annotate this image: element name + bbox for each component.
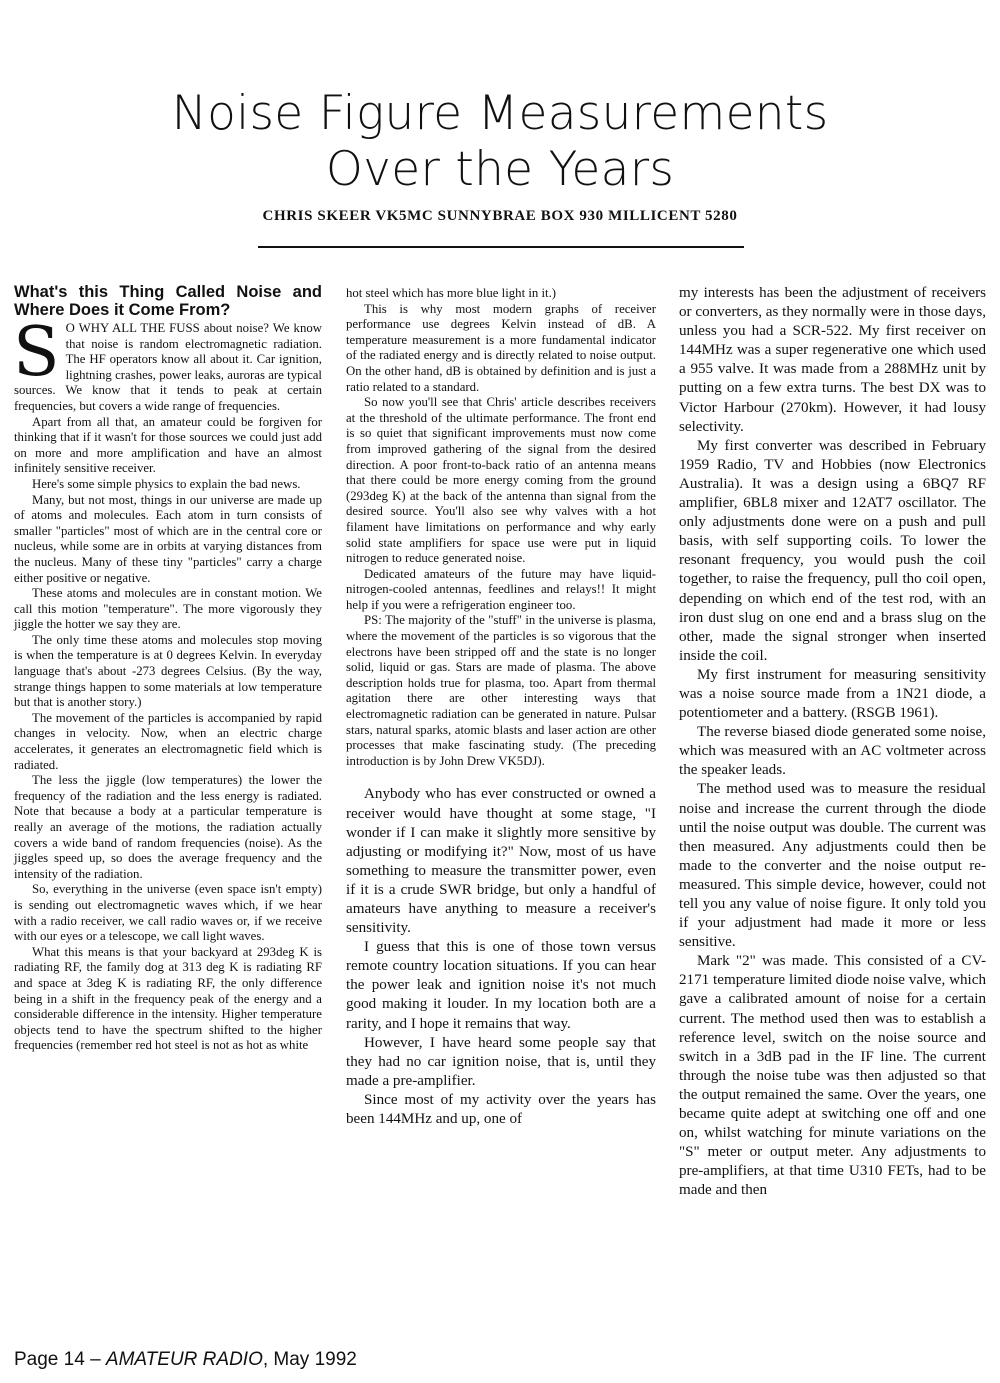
paragraph: Mark "2" was made. This consisted of a CV-2171 temperature limited diode noise valve, which gave a calibrated amount of noise for a certain current. The method used then was to establish a reference level, switch on the noise source and switch in a 3dB pad in the IF line. The current through the noise tube was then adjusted so that the output remained the same. Over the years, one became quite adept at switching one off and one on, whilst watching for minute variations on the "S" meter or output meter. Any adjustments to pre-amplifiers, at that time U310 FETs, had to be made and then bbox=[679, 953, 986, 1199]
page-footer bbox=[14, 1349, 357, 1371]
paragraph: Here's some simple physics to explain the bad news. bbox=[32, 476, 301, 491]
footer-page: Page 14 – bbox=[14, 1349, 106, 1370]
paragraph: So, everything in the universe (even space isn't empty) is sending out electromagnetic waves which, if we hear with a radio receiver, we call radio waves or, if we receive with our eyes or a telescope, we call light waves. bbox=[14, 882, 322, 944]
paragraph: These atoms and molecules are in constant motion. We call this motion "temperature". The more vigorously they jiggle the hotter we say they are. bbox=[14, 586, 322, 632]
paragraph: Apart from all that, an amateur could be forgiven for thinking that if it wasn't for those sources we could just add on more and more amplification and have an almost infinitely sensitive receiver. bbox=[14, 414, 322, 476]
paragraph: My first instrument for measuring sensitivity was a noise source made from a 1N21 diode, a potentiometer and a battery. (RSGB 1961). bbox=[679, 666, 986, 722]
paragraph: I guess that this is one of those town versus remote country location situations. If you can hear the power leak and ignition noise it's not much good making it louder. In my location both are a rarity, and I hope it remains that way. bbox=[346, 939, 656, 1032]
footer-magazine: AMATEUR RADIO bbox=[105, 1349, 263, 1370]
footer-date: , May 1992 bbox=[262, 1349, 357, 1370]
paragraph: The only time these atoms and molecules stop moving is when the temperature is at 0 degrees Kelvin. In everyday language that's about -273 degrees Celsius. (By the way, strange things happen to some materials at low temperature but that is another story.) bbox=[14, 632, 322, 710]
paragraph: Dedicated amateurs of the future may have liquid-nitrogen-cooled antennas, feedlines and relays!! It might help if you were a refrigeration engineer too. bbox=[346, 566, 656, 612]
paragraph: O WHY ALL THE FUSS about noise? We know that noise is random electromagnetic radiation. The HF operators know all about it. Car ignition, lightning crashes, power leaks, auroras are typical sources. We know that it tends to peak at certain frequencies, but covers a wide range of frequencies. bbox=[14, 321, 322, 413]
paragraph: The less the jiggle (low temperatures) the lower the frequency of the radiation and the less energy is radiated. Note that because a body at a particular temperature is really an average of the motions, the radiation actually covers a wide band of random frequencies (noise). As the jiggles speed up, so does the average frequency and the intensity of the radiation. bbox=[14, 773, 322, 881]
paragraph: However, I have heard some people say that they had no car ignition noise, that is, until they made a pre-amplifier. bbox=[346, 1034, 656, 1089]
paragraph: The reverse biased diode generated some noise, which was measured with an AC voltmeter across the speaker leads. bbox=[679, 724, 986, 779]
paragraph: hot steel which has more blue light in it.) bbox=[346, 286, 557, 300]
paragraph: Many, but not most, things in our universe are made up of atoms and molecules. Each atom in turn consists of smaller "particles" most of which are in the central core or nucleus, while some are in orbits at varying distances from the nucleus. Many of these tiny "particles" carry a charge either positive or negative. bbox=[14, 492, 322, 585]
column-2 bbox=[346, 286, 656, 1129]
paragraph: The movement of the particles is accompanied by rapid changes in velocity. Now, when an electric charge accelerates, it generates an electromagnetic field which is radiated. bbox=[14, 710, 322, 772]
paragraph: PS: The majority of the "stuff" in the universe is plasma, where the movement of the particles is so vigorous that the electrons have been stripped off and the state is no longer solid, liquid or gas. Stars are made of plasma. The above description holds true for plasma, too. Apart from thermal agitation there are other interesting ways that electromagnetic radiation can be generated in nature. Pulsar stars, natural sparks, atomic blasts and laser action are other processes that make fascinating study. (The preceding introduction is by John Drew VK5DJ). bbox=[346, 613, 656, 768]
paragraph: Anybody who has ever constructed or owned a receiver would have thought at some stage, "I wonder if I can make it slightly more sensitive by adjusting or modifying it?" Now, most of us have something to measure the transmitter power, even if it is a crude SWR bridge, but only a handful of amateurs have anything to measure a receiver's sensitivity. bbox=[346, 786, 656, 937]
title-rule bbox=[258, 246, 744, 248]
article-title-line-1: Noise Figure Measurements bbox=[171, 86, 829, 141]
byline: CHRIS SKEER VK5MC SUNNYBRAE BOX 930 MILLICENT 5280 bbox=[262, 208, 738, 224]
section-heading: What's this Thing Called Noise and Where Does it Come From? bbox=[14, 283, 322, 319]
paragraph: Since most of my activity over the years has been 144MHz and up, one of bbox=[346, 1091, 656, 1127]
paragraph: my interests has been the adjustment of receivers or converters, as they normally were in those days, unless you had a SCR-522. My first receiver on 144MHz was a super regenerative one which used a 955 valve. It was made from a 288MHz unit by putting on a few extra turns. The best DX was to Victor Harbour (270km). However, it had lousy selectivity. bbox=[679, 285, 986, 435]
column-1 bbox=[14, 284, 322, 1054]
paragraph: So now you'll see that Chris' article describes receivers at the threshold of the ultimate performance. The front end is so quiet that significant improvements must now come from improved gathering of the signal from the desired direction. A poor front-to-back ratio of an antenna means that there could be more energy coming from the ground (293deg K) at the back of the antenna than signal from the desired source. You'll also see why valves with a hot filament have limitations on performance and why early solid state amplifiers for space use were put in liquid nitrogen to reduce generated noise. bbox=[346, 395, 656, 566]
paragraph: This is why most modern graphs of receiver performance use degrees Kelvin instead of dB. A temperature measurement is a more fundamental indicator of the radiated energy and is directly related to noise output. On the other hand, dB is obtained by definition and is just a ratio related to a standard. bbox=[346, 301, 656, 394]
column-3 bbox=[679, 284, 986, 1201]
paragraph: The method used was to measure the residual noise and increase the current through the diode until the noise output was double. The current was then measured. Any adjustments could then be made to the converter and the noise output re-measured. This simple device, however, could not tell you any value of noise figure. It only told you if your adjustment had made it more or less sensitive. bbox=[679, 781, 986, 951]
paragraph: What this means is that your backyard at 293deg K is radiating RF, the family dog at 313 deg K is radiating RF and space at 3deg K is radiating RF, the only difference being in a shift in the frequency peak of the energy and a considerable difference in the intensity. Higher temperature objects tend to have the spectrum shifted to the higher frequencies (remember red hot steel is not as hot as white bbox=[14, 944, 322, 1053]
article-title-line-2: Over the Years bbox=[325, 142, 675, 197]
paragraph: My first converter was described in February 1959 Radio, TV and Hobbies (now Electronics Australia). It was a design using a 6BQ7 RF amplifier, 6BL8 mixer and 12AT7 oscillator. The only adjustments done were on a push and pull basis, with self supporting coils. To lower the resonant frequency, you would push the coil together, to raise the frequency, pull tho coil open, depending on which end of the test rod, with an iron dust slug on one end and a brass slug on the other, made the signal stronger when inserted inside the coil. bbox=[679, 437, 986, 664]
drop-cap: S bbox=[13, 313, 60, 392]
